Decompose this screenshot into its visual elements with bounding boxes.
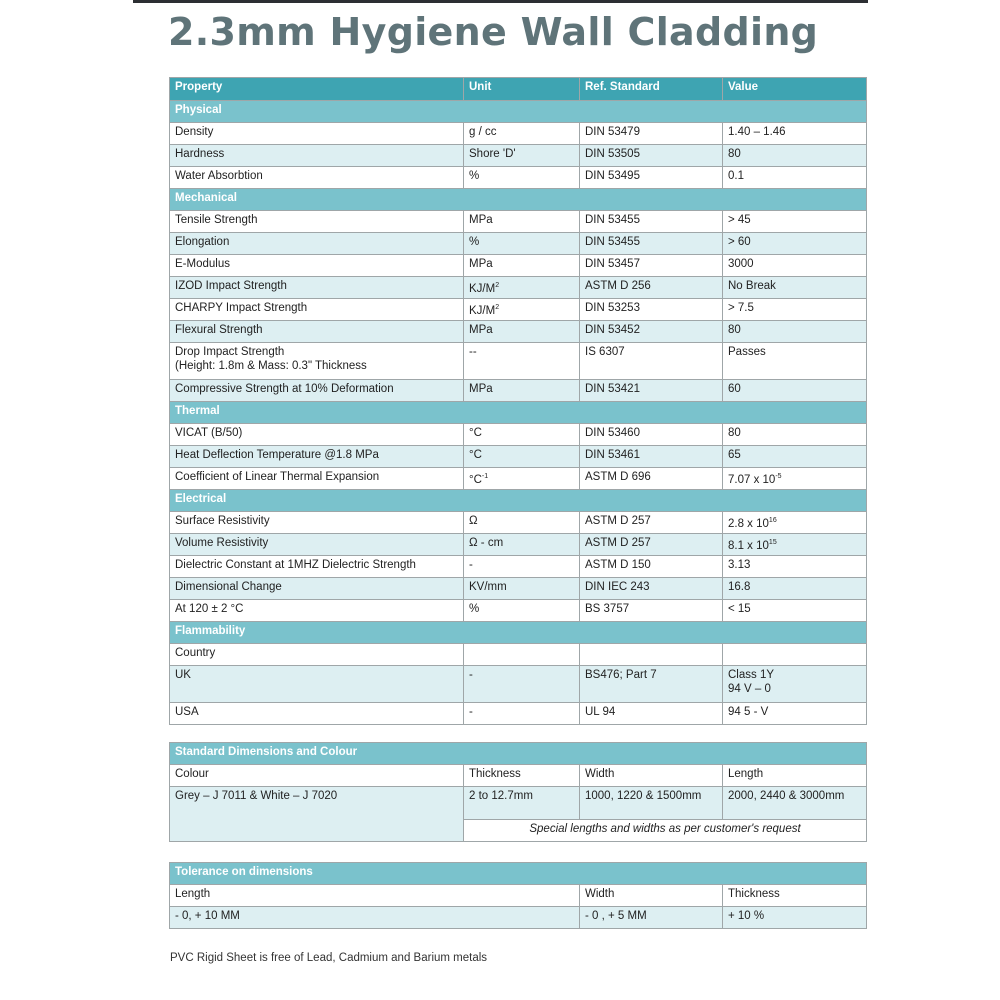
cell: 80 <box>723 321 867 343</box>
superscript: 2 <box>495 304 500 311</box>
cell: Coefficient of Linear Thermal Expansion <box>170 468 464 490</box>
table-row <box>170 380 867 402</box>
cell: IZOD Impact Strength <box>170 277 464 299</box>
column-header: Property <box>170 78 464 101</box>
cell: - <box>464 666 580 703</box>
cell: 80 <box>723 145 867 167</box>
table-header-row <box>170 78 867 101</box>
cell: USA <box>170 703 464 725</box>
section-row <box>170 490 867 512</box>
table-row <box>170 211 867 233</box>
cell: Heat Deflection Temperature @1.8 MPa <box>170 446 464 468</box>
cell: Tensile Strength <box>170 211 464 233</box>
cell: At 120 ± 2 °C <box>170 600 464 622</box>
table-row <box>170 321 867 343</box>
cell-text: Class 1Y <box>728 669 775 681</box>
cell: E-Modulus <box>170 255 464 277</box>
cell <box>464 277 580 299</box>
superscript: 15 <box>768 539 777 546</box>
table-row <box>170 343 867 380</box>
section-label: Mechanical <box>170 189 867 211</box>
section-row <box>170 189 867 211</box>
cell: -- <box>464 343 580 380</box>
table-row <box>170 534 867 556</box>
table-row <box>170 578 867 600</box>
cell: Water Absorbtion <box>170 167 464 189</box>
cell: 3000 <box>723 255 867 277</box>
table-row <box>170 885 867 907</box>
cell: MPa <box>464 255 580 277</box>
cell-text: 8.1 x 10 <box>728 539 769 552</box>
cell: MPa <box>464 211 580 233</box>
cell: DIN 53461 <box>580 446 723 468</box>
cell: 1.40 – 1.46 <box>723 123 867 145</box>
cell-text: 94 V – 0 <box>728 683 771 695</box>
cell: UL 94 <box>580 703 723 725</box>
cell <box>723 534 867 556</box>
cell: % <box>464 233 580 255</box>
superscript: 16 <box>768 517 777 524</box>
cell: Width <box>580 885 723 907</box>
cell <box>464 644 580 666</box>
page-title: 2.3mm Hygiene Wall Cladding <box>168 10 819 54</box>
cell: KV/mm <box>464 578 580 600</box>
cell: - <box>464 703 580 725</box>
cell-text: Drop Impact Strength <box>175 346 285 358</box>
cell: Dielectric Constant at 1MHZ Dielectric Strength <box>170 556 464 578</box>
cell: Dimensional Change <box>170 578 464 600</box>
cell: DIN 53455 <box>580 233 723 255</box>
table-row <box>170 299 867 321</box>
cell: Passes <box>723 343 867 380</box>
cell: Ω - cm <box>464 534 580 556</box>
cell: Hardness <box>170 145 464 167</box>
cell: Density <box>170 123 464 145</box>
cell: - 0 , + 5 MM <box>580 907 723 929</box>
cell: + 10 % <box>723 907 867 929</box>
section-row <box>170 101 867 123</box>
top-rule <box>133 0 868 3</box>
cell-text: KJ/M <box>469 282 496 295</box>
cell: ASTM D 257 <box>580 534 723 556</box>
cell: DIN 53253 <box>580 299 723 321</box>
cell: 60 <box>723 380 867 402</box>
cell: 2 to 12.7mm <box>464 787 580 820</box>
cell: UK <box>170 666 464 703</box>
cell: MPa <box>464 380 580 402</box>
table-row <box>170 446 867 468</box>
table-row <box>170 765 867 787</box>
cell: °C <box>464 446 580 468</box>
section-row <box>170 863 867 885</box>
table-row <box>170 233 867 255</box>
table-row <box>170 787 867 820</box>
cell-text: 7.07 x 10 <box>728 473 776 486</box>
cell: Length <box>723 765 867 787</box>
cell: 1000, 1220 & 1500mm <box>580 787 723 820</box>
cell: BS476; Part 7 <box>580 666 723 703</box>
cell: Colour <box>170 765 464 787</box>
cell: DIN 53479 <box>580 123 723 145</box>
table-row <box>170 600 867 622</box>
tolerance-table <box>169 862 867 929</box>
cell: No Break <box>723 277 867 299</box>
table-row <box>170 556 867 578</box>
cell: Width <box>580 765 723 787</box>
cell: > 7.5 <box>723 299 867 321</box>
cell: DIN 53455 <box>580 211 723 233</box>
cell: Compressive Strength at 10% Deformation <box>170 380 464 402</box>
cell: Surface Resistivity <box>170 512 464 534</box>
cell <box>723 468 867 490</box>
cell: DIN 53457 <box>580 255 723 277</box>
cell: Thickness <box>464 765 580 787</box>
table-row <box>170 424 867 446</box>
cell <box>464 468 580 490</box>
cell: °C <box>464 424 580 446</box>
cell: Grey – J 7011 & White – J 7020 <box>170 787 464 842</box>
table-row <box>170 907 867 929</box>
cell: DIN 53452 <box>580 321 723 343</box>
cell: CHARPY Impact Strength <box>170 299 464 321</box>
dimensions-table <box>169 742 867 842</box>
cell: Thickness <box>723 885 867 907</box>
cell: VICAT (B/50) <box>170 424 464 446</box>
cell: 0.1 <box>723 167 867 189</box>
cell <box>723 512 867 534</box>
cell-text: KJ/M <box>469 304 496 317</box>
dimensions-note: Special lengths and widths as per customer's request <box>464 820 867 842</box>
cell: % <box>464 600 580 622</box>
table-row <box>170 703 867 725</box>
cell: ASTM D 150 <box>580 556 723 578</box>
section-label: Standard Dimensions and Colour <box>170 743 867 765</box>
cell: g / cc <box>464 123 580 145</box>
cell: 80 <box>723 424 867 446</box>
cell: Length <box>170 885 580 907</box>
section-label: Tolerance on dimensions <box>170 863 867 885</box>
cell: DIN 53421 <box>580 380 723 402</box>
cell <box>170 343 464 380</box>
column-header: Ref. Standard <box>580 78 723 101</box>
section-label: Electrical <box>170 490 867 512</box>
cell: > 45 <box>723 211 867 233</box>
cell: BS 3757 <box>580 600 723 622</box>
table-row <box>170 512 867 534</box>
cell: IS 6307 <box>580 343 723 380</box>
cell: - 0, + 10 MM <box>170 907 580 929</box>
cell <box>723 644 867 666</box>
section-label: Physical <box>170 101 867 123</box>
table-row <box>170 145 867 167</box>
column-header: Value <box>723 78 867 101</box>
superscript: 2 <box>495 282 500 289</box>
cell: 94 5 - V <box>723 703 867 725</box>
cell: Volume Resistivity <box>170 534 464 556</box>
cell: % <box>464 167 580 189</box>
column-header: Unit <box>464 78 580 101</box>
cell: 16.8 <box>723 578 867 600</box>
cell <box>723 666 867 703</box>
table-row <box>170 277 867 299</box>
section-label: Flammability <box>170 622 867 644</box>
table-row <box>170 123 867 145</box>
cell: DIN 53495 <box>580 167 723 189</box>
section-row <box>170 402 867 424</box>
cell: Flexural Strength <box>170 321 464 343</box>
cell-text: °C <box>469 473 482 486</box>
section-row <box>170 622 867 644</box>
cell-note: (Height: 1.8m & Mass: 0.3" Thickness <box>175 360 367 372</box>
superscript: -1 <box>481 473 489 480</box>
table-row <box>170 167 867 189</box>
cell: ASTM D 696 <box>580 468 723 490</box>
cell: > 60 <box>723 233 867 255</box>
cell <box>464 299 580 321</box>
cell: ASTM D 256 <box>580 277 723 299</box>
cell: - <box>464 556 580 578</box>
section-label: Thermal <box>170 402 867 424</box>
cell: DIN 53505 <box>580 145 723 167</box>
cell: 2000, 2440 & 3000mm <box>723 787 867 820</box>
cell: Country <box>170 644 464 666</box>
cell: Elongation <box>170 233 464 255</box>
superscript: -5 <box>775 473 782 480</box>
cell: DIN IEC 243 <box>580 578 723 600</box>
cell: < 15 <box>723 600 867 622</box>
cell: MPa <box>464 321 580 343</box>
cell: 3.13 <box>723 556 867 578</box>
footer-note: PVC Rigid Sheet is free of Lead, Cadmium and Barium metals <box>170 952 488 964</box>
cell: 65 <box>723 446 867 468</box>
properties-table <box>169 77 867 725</box>
table-row <box>170 644 867 666</box>
cell: Shore 'D' <box>464 145 580 167</box>
table-row <box>170 255 867 277</box>
table-row <box>170 666 867 703</box>
section-row <box>170 743 867 765</box>
cell: Ω <box>464 512 580 534</box>
table-row <box>170 468 867 490</box>
cell: ASTM D 257 <box>580 512 723 534</box>
cell: DIN 53460 <box>580 424 723 446</box>
cell-text: 2.8 x 10 <box>728 517 769 530</box>
cell <box>580 644 723 666</box>
